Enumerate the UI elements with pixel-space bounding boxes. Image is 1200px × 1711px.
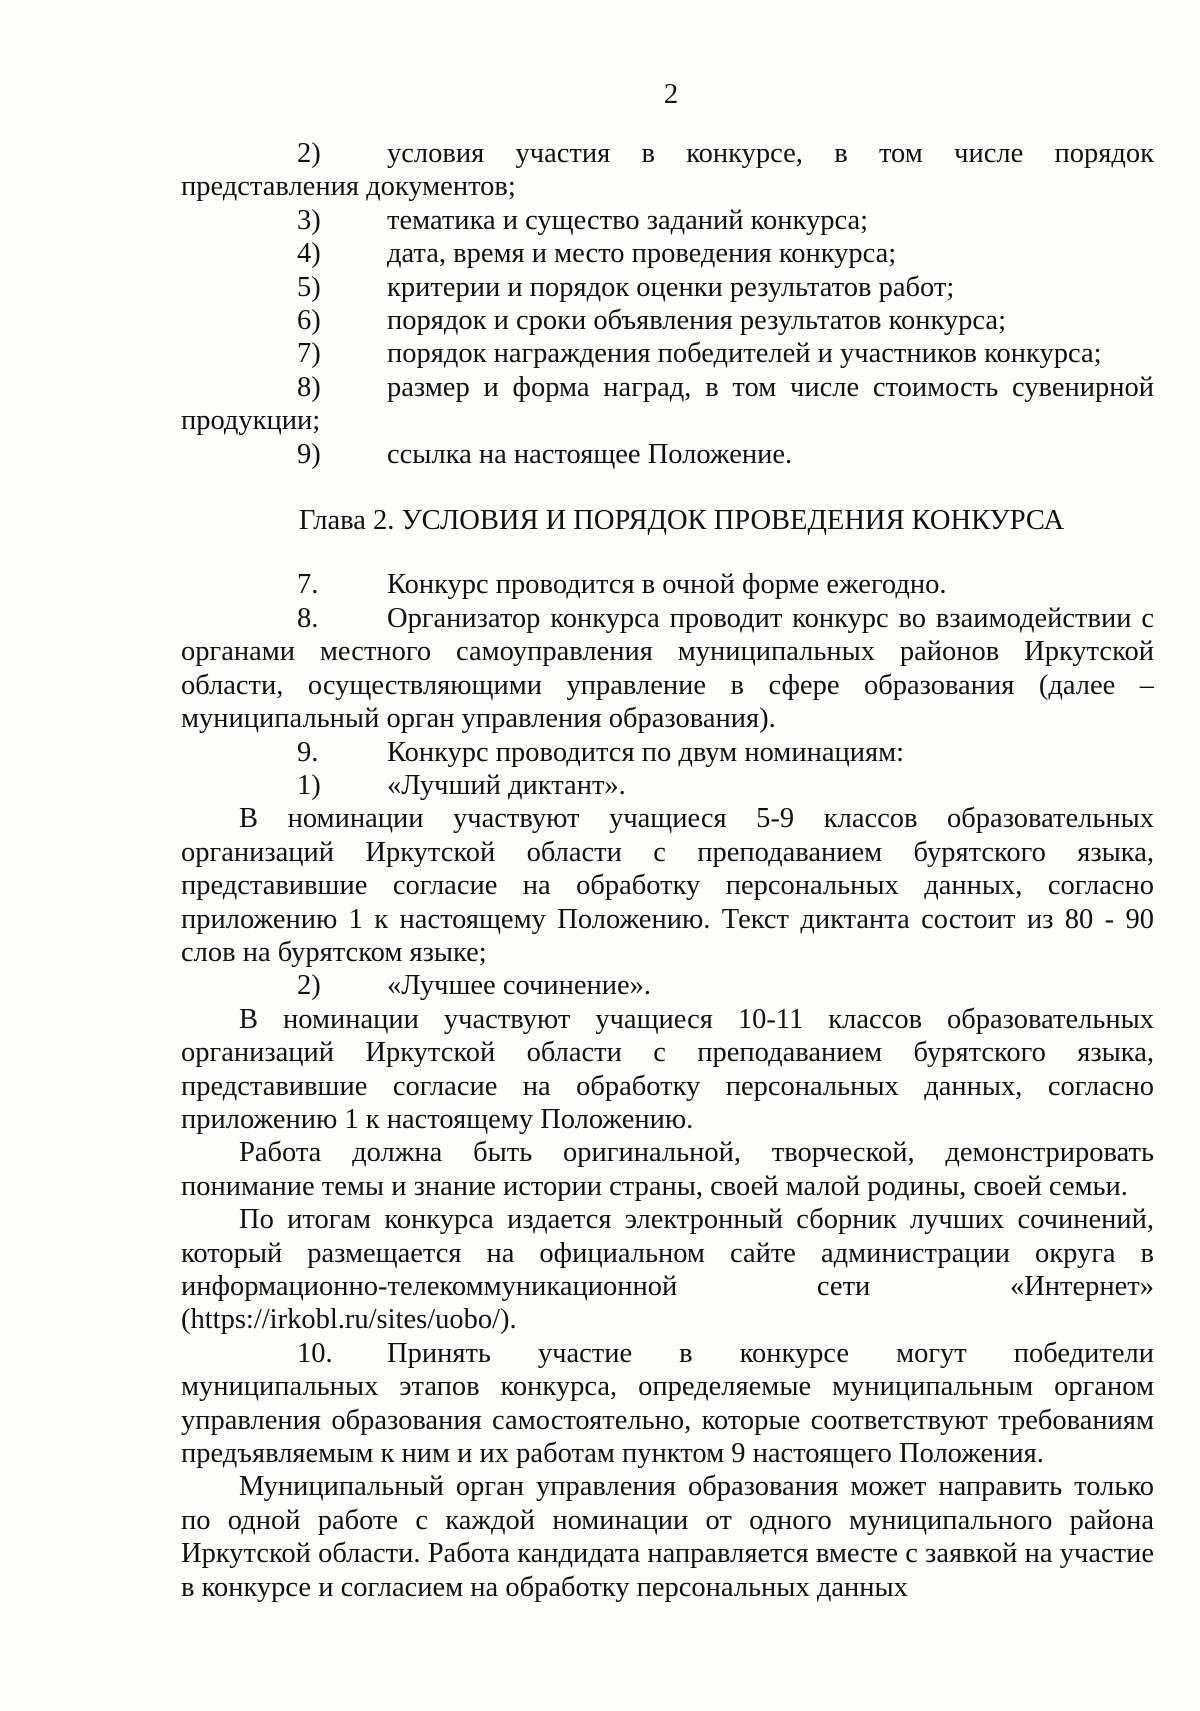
nomination-number: 2) [297,970,321,1002]
clause-number: 8. [297,602,319,634]
list-item-4 [181,237,1154,270]
clause-number: 9. [297,736,319,768]
list-item-number: 8) [297,371,321,403]
list-item-9 [181,438,1154,471]
clause-number: 10. [297,1337,333,1369]
page-number: 2 [663,79,679,110]
clause-text: Организатор конкурса проводит конкурс во взаимодействии с органами местного самоуправления муниципальных районов Иркутской области, осуществляющими управление в сфере образования (далее – муниципальный орган управления образования). [181,602,1154,735]
list-item-number: 9) [297,438,321,470]
nomination-2-description: В номинации участвуют учащиеся 10-11 классов образовательных организаций Иркутской области с преподаванием бурятского языка, представившие согласие на обработку персональных данных, согласно приложению 1 к настоящему Положению. [181,1003,1154,1135]
list-item-number: 3) [297,204,321,236]
clause-text: Конкурс проводится по двум номинациям: [387,736,905,768]
nomination-1-description: В номинации участвуют учащиеся 5-9 классов образовательных организаций Иркутской области с преподаванием бурятского языка, представившие согласие на обработку персональных данных, согласно приложению 1 к настоящему Положению. Текст диктанта состоит из 80 - 90 слов на бурятском языке; [181,803,1154,968]
nomination-title: «Лучший диктант». [387,769,626,801]
chapter-heading: Глава 2. УСЛОВИЯ И ПОРЯДОК ПРОВЕДЕНИЯ КОНКУРСА [298,505,1065,537]
list-item-text: критерии и порядок оценки результатов работ; [387,271,955,303]
nomination-number: 1) [297,769,321,801]
list-item-text: порядок и сроки объявления результатов конкурса; [387,305,1006,337]
list-item-2 [181,137,1154,204]
list-item-text: тематика и существо заданий конкурса; [387,204,869,236]
collection-paragraph: По итогам конкурса издается электронный сборник лучших сочинений, который размещается на официальном сайте администрации округа в информационно-телекоммуникационной сети «Интернет» (https://irkobl.ru/sites/uobo/). [181,1204,1154,1336]
list-item-number: 4) [297,238,321,270]
list-item-number: 6) [297,305,321,337]
list-item-text: размер и форма наград, в том числе стоимость сувенирной продукции; [181,371,1154,437]
nomination-title: «Лучшее сочинение». [387,970,652,1002]
clause-number: 7. [297,569,319,601]
nomination-1 [181,769,1154,802]
list-item-text: порядок награждения победителей и участников конкурса; [387,338,1102,370]
work-requirements-paragraph: Работа должна быть оригинальной, творческой, демонстрировать понимание темы и знание истории страны, своей малой родины, своей семьи. [181,1137,1154,1202]
list-item-5 [181,271,1154,304]
list-item-number: 5) [297,271,321,303]
clause-10 [181,1337,1154,1471]
document-body [181,137,1154,1604]
list-item-number: 7) [297,338,321,370]
clause-9 [181,736,1154,769]
list-item-3 [181,204,1154,237]
list-item-6 [181,304,1154,337]
clause-7 [181,568,1154,601]
list-item-number: 2) [297,138,321,169]
clause-text: Конкурс проводится в очной форме ежегодно. [387,569,947,601]
list-item-7 [181,337,1154,370]
list-item-8 [181,371,1154,438]
clause-text: Принять участие в конкурсе могут победители муниципальных этапов конкурса, определяемые муниципальным органом управления образования самостоятельно, которые соответствуют требованиям предъявляемым к ним и их работам пунктом 9 настоящего Положения. [181,1337,1154,1470]
list-item-text: условия участия в конкурсе, в том числе порядок представления документов; [181,138,1154,203]
submission-paragraph: Муниципальный орган управления образования может направить только по одной работе с каждой номинации от одного муниципального района Иркутской области. Работа кандидата направляется вместе с заявкой на участие в конкурсе и согласием на обработку персональных данных [181,1471,1154,1603]
list-item-text: дата, время и место проведения конкурса; [387,238,897,270]
list-item-text: ссылка на настоящее Положение. [387,438,793,470]
clause-8 [181,602,1154,736]
nomination-2 [181,969,1154,1002]
